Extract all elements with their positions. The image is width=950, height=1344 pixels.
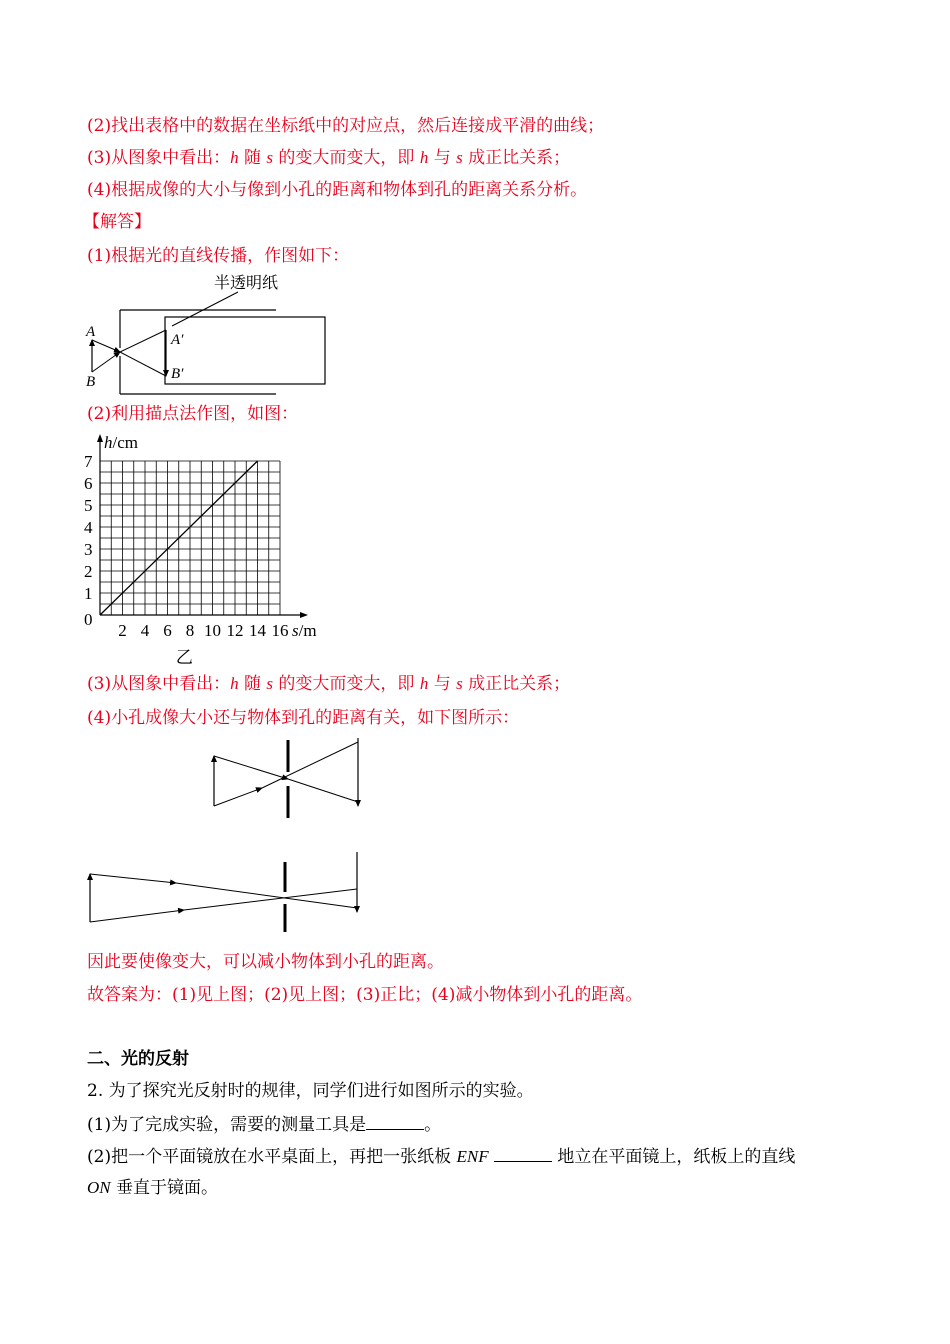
var-s: s (456, 674, 463, 693)
answer-heading: 【解答】 (83, 212, 151, 232)
y-tick-label: 2 (84, 562, 93, 581)
chart-xlabel (292, 621, 317, 640)
analysis-line-2: (2)找出表格中的数据在坐标纸中的对应点，然后连接成平滑的曲线； (87, 116, 605, 136)
x-tick-label: 6 (163, 621, 172, 640)
near-ray-top (214, 756, 288, 779)
y-tick-label: 6 (84, 474, 93, 493)
x-tick-label: 2 (118, 621, 127, 640)
var-enf: ENF (456, 1147, 489, 1166)
box-outline (120, 310, 276, 394)
answer-line-4: (4)小孔成像大小还与物体到孔的距离有关，如下图所示： (87, 708, 520, 728)
x-tick-label: 14 (249, 621, 266, 640)
ray-a (92, 340, 120, 352)
var-h: h (419, 148, 429, 167)
text-seg: 随 (238, 148, 267, 168)
text-seg: (2)把一个平面镜放在水平桌面上，再把一张纸板 (87, 1147, 457, 1167)
ray-a2 (120, 352, 166, 376)
text-seg: 。 (424, 1115, 442, 1135)
y-tick-label: 3 (84, 540, 93, 559)
y-tick-label: 4 (84, 518, 93, 537)
label-a: A (86, 324, 96, 340)
text-seg: 垂直于镜面。 (110, 1178, 219, 1198)
x-tick-label: 8 (185, 621, 195, 640)
section-heading: 二、光的反射 (87, 1049, 189, 1069)
conclusion-line: 因此要使像变大，可以减小物体到小孔的距离。 (87, 952, 444, 972)
var-s: s (266, 674, 274, 693)
text-seg: (1)为了完成实验，需要的测量工具是 (87, 1115, 367, 1135)
analysis-line-4: (4)根据成像的大小与像到小孔的距离和物体到孔的距离关系分析。 (87, 180, 588, 200)
text-seg: (3)从图象中看出： (87, 148, 231, 168)
var-s: s (266, 148, 274, 167)
pinhole-diagram-far (78, 848, 373, 936)
far-ray-bottom (90, 910, 184, 922)
chart-grid (100, 461, 280, 615)
y-tick-label: 1 (84, 584, 93, 603)
near-ray-bottom (214, 788, 262, 806)
text-seg: 与 (428, 148, 457, 168)
xlabel-var: s (292, 621, 299, 640)
analysis-line-3 (87, 146, 570, 170)
ylabel-unit: /cm (112, 433, 138, 452)
far-ray-top (90, 874, 176, 883)
pinhole-diagram-near (200, 736, 375, 822)
ray-b2 (120, 330, 166, 352)
ylabel-var: h (104, 433, 113, 452)
y-tick-label: 5 (84, 496, 93, 515)
text-seg: 的变大而变大，即 (273, 148, 420, 168)
var-h: h (230, 674, 239, 693)
final-answer-line: 故答案为：(1)见上图；(2)见上图；(3)正比；(4)减小物体到小孔的距离。 (87, 985, 643, 1005)
translucent-paper (165, 317, 325, 384)
chart-ylabel (104, 433, 138, 452)
x-tick-label: 10 (204, 621, 221, 640)
text-seg: 随 (238, 674, 267, 694)
question-2-part-1 (87, 1111, 441, 1137)
label-b-image: B′ (171, 366, 184, 382)
near-ray-bottom2 (262, 742, 358, 788)
far-ray-top2 (176, 883, 357, 908)
question-2-part-2-cont (87, 1176, 218, 1200)
var-h: h (230, 148, 239, 167)
x-tick-label: 12 (226, 621, 244, 640)
paper-label: 半透明纸 (214, 275, 279, 292)
chart-title: 乙 (175, 648, 193, 667)
var-h: h (419, 674, 429, 693)
chart-axes (97, 434, 308, 618)
x-tick-label: 4 (140, 621, 150, 640)
x-tick-label: 16 (271, 621, 289, 640)
answer-line-1: (1)根据光的直线传播，作图如下： (87, 246, 350, 266)
y-tick-label: 0 (84, 610, 93, 629)
text-seg: (3)从图象中看出： (87, 674, 231, 694)
question-2-stem: 2. 为了探究光反射时的规律，同学们进行如图所示的实验。 (87, 1081, 534, 1101)
answer-line-3 (87, 672, 570, 696)
x-axis-arrowhead (300, 612, 308, 618)
text-seg: 地立在平面镜上，纸板上的直线 (552, 1147, 796, 1167)
paper-leader-line (172, 292, 238, 326)
answer-blank-1[interactable] (366, 1111, 424, 1130)
answer-blank-2[interactable] (494, 1143, 552, 1162)
near-ray-top2 (288, 779, 358, 802)
ray-b (92, 352, 120, 372)
text-seg: 与 (428, 674, 457, 694)
y-tick-label: 7 (84, 452, 93, 471)
text-seg: 的变大而变大，即 (273, 674, 420, 694)
text-seg: 成正比关系； (462, 674, 571, 694)
var-s: s (456, 148, 463, 167)
far-ray-bottom2 (184, 889, 357, 910)
question-2-part-2 (87, 1143, 795, 1169)
label-b: B (86, 374, 96, 390)
h-s-chart (78, 430, 338, 668)
text-seg: 成正比关系； (462, 148, 571, 168)
xlabel-unit: /m (298, 621, 317, 640)
y-axis-arrowhead (97, 434, 103, 442)
label-a-image: A′ (171, 332, 184, 348)
pinhole-diagram-1 (80, 268, 340, 398)
answer-line-2: (2)利用描点法作图，如图： (87, 404, 299, 424)
var-on: ON (87, 1178, 111, 1197)
